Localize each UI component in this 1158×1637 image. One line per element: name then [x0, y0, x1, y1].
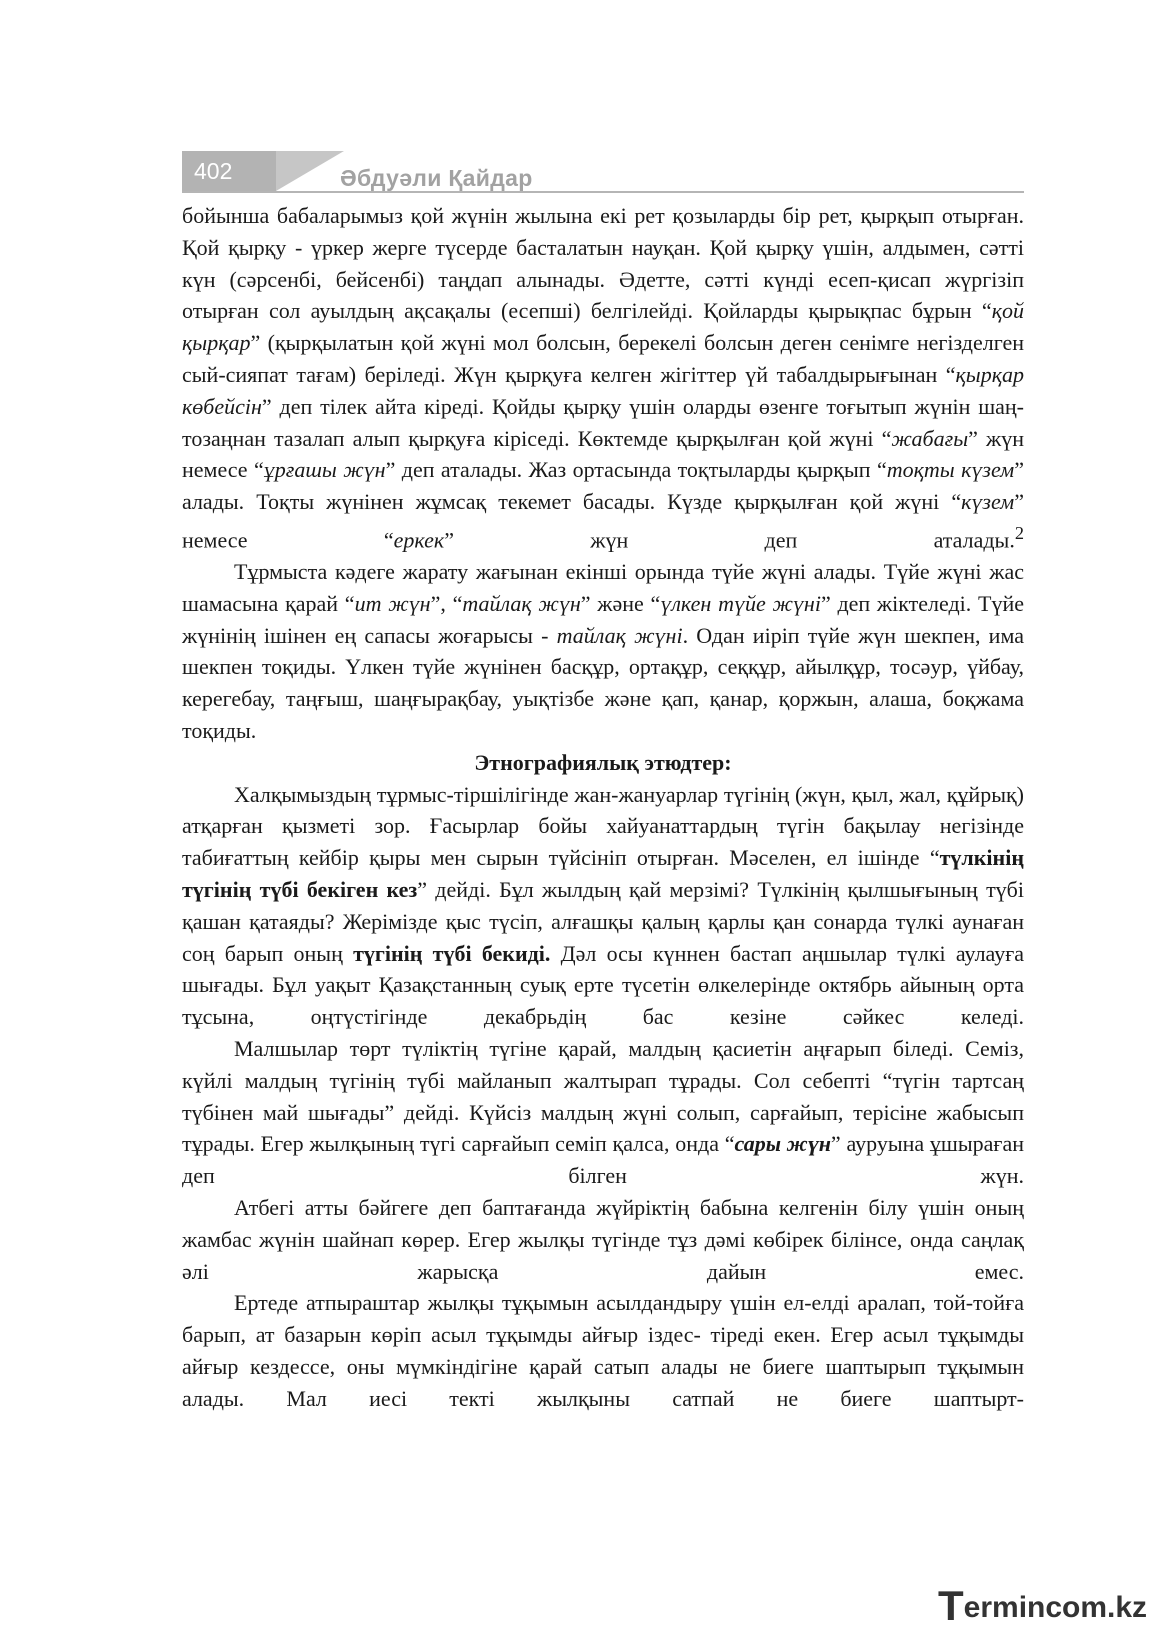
p1-text-6: ” алады. Тоқты жүнінен жұмсақ текемет басады. Күзде қырқылған қой жүні “	[182, 457, 1024, 515]
p3-text-1: Халқымыздың тұрмыс-тіршілігінде жан-жануарлар түгінің (жүн, қыл, жал, құйрық) атқарған қызметі зор. Ғасырлар бойы хайуанаттардың түгін бақылау негізінде табиғаттың кейбір қыры мен сырын түйсініп отырған. Мәселен, ел ішінде “	[182, 781, 1024, 871]
p2-term-4: тайлақ жүні	[556, 622, 683, 648]
p2-term-3: үлкен түйе жүні	[660, 590, 821, 616]
p1-text-3: ” деп тілек айта кіреді. Қойды қырқу үшін оларды өзенге тоғытып жүнін шаң-тозаңнан тазалап алып қырқуға кіріседі. Көктемде қырқылған қой жүні “	[182, 393, 1024, 451]
p4-text-1: Малшылар төрт түліктің түгіне қарай, малдың қасиетін аңғарып біледі. Семіз, күйлі малдың түгінің түбі майланып жалтырап тұрады. Сол себепті “түгін тартсаң түбінен май шығады” дейді. Күйсіз малдың жүні солып, сарғайып, терісіне жабысып тұрады. Егер жылқының түгі сарғайып семіп қалса, онда “	[182, 1036, 1024, 1157]
header-rule	[182, 191, 1024, 193]
paragraph-1	[182, 200, 1024, 556]
watermark-rest: ermincom.kz	[963, 1591, 1148, 1624]
section-title: Этнографиялық этюдтер:	[474, 749, 732, 775]
p3-text-2: ” дейді. Бұл жылдың қай мерзімі? Түлкінің қылшығының түбі қашан қатаяды? Жерімізде қыс түсіп, алғашқы қалың қарлы қан сонарда түлкі аунаған соң барып оның	[182, 877, 1024, 966]
p2-text-1: Тұрмыста кәдеге жарату жағынан екінші орында түйе жүні алады. Түйе жүні жас шамасына қарай “	[182, 559, 1024, 616]
p3-bold-2: түгінің түбі бекиді.	[353, 940, 551, 966]
paragraph-3	[182, 779, 1024, 1033]
p1-term-5: тоқты күзем	[886, 457, 1015, 483]
running-head-author: Әбдуәли Қайдар	[340, 165, 533, 191]
p1-text-7: ” немесе “	[182, 489, 1024, 553]
paragraph-6: Ертеде атпыраштар жылқы тұқымын асылдандыру үшін ел-елді аралап, той-тойға барып, ат базарын көріп асыл тұқымды айғыр іздес- тіреді екен. Егер асыл тұқымды айғыр кездессе, оны мүмкіндігіне қарай сатып алады не биеге шаптырып тұқымын алады. Мал иесі текті жылқыны сатпай не биеге шаптырт-	[182, 1290, 1024, 1411]
p1-text-4: ” жүн немесе “	[182, 425, 1024, 483]
p1-text-5: ” деп аталады. Жаз ортасында тоқтыларды қырқып “	[385, 457, 887, 483]
p2-term-1: ит жүн	[354, 590, 431, 616]
p1-term-1: қой қырқар	[182, 298, 1024, 356]
p3-text-3: Дәл осы күннен бастап аңшылар түлкі аулауға шығады. Бұл уақыт Қазақстанның суық ерте түсетін өлкелерінде октябрь айының орта тұсына, оңтүстігінде декабрьдің бас кезіне сәйкес келеді.	[182, 940, 1024, 1030]
page-number: 402	[182, 151, 276, 191]
p1-text-1: бойынша бабаларымыз қой жүнін жылына екі рет қозыларды бір рет, қырқып отырған. Қой қырқу - үркер жерге түсерде басталатын науқан. Қой қырқу үшін, алдымен, сәтті күн (сәрсенбі, бейсенбі) таңдап алынады. Әдетте, сәтті күнді есеп-қисап жүргізіп отырған сол ауылдың ақсақалы (есепші) белгілейді. Қойларды қырықпас бұрын “	[182, 203, 1024, 324]
p4-bold-italic-term: сары жүн	[734, 1131, 831, 1157]
p4-text-2: ” ауруына ұшыраған деп білген жүн.	[182, 1131, 1024, 1189]
p2-text-5: . Одан иіріп түйе жүн шекпен, има шекпен тоқиды. Үлкен түйе жүнінен басқұр, ортақұр, сеққұр, айылқұр, тосәур, үйбау, керегебау, таңғыш, шаңғырақбау, уықтізбе және қап, қанар, қоржын, алаша, боқжама тоқиды.	[182, 622, 1024, 744]
page-header	[182, 146, 1024, 194]
p2-term-2: тайлақ жүн	[462, 590, 581, 616]
site-watermark-logo	[938, 1582, 1148, 1629]
page-number-tab-shape	[276, 151, 344, 191]
body-text	[182, 200, 1024, 1415]
p1-term-4: ұрғашы жүн	[263, 457, 386, 483]
p1-term-3: жабағы	[891, 425, 969, 451]
p1-text-8: ” жүн деп аталады.	[444, 527, 1015, 553]
watermark-first-letter: T	[938, 1582, 964, 1629]
paragraph-4	[182, 1033, 1024, 1192]
p2-text-3: ” және “	[580, 590, 661, 616]
p3-bold-1: түлкінің түгінің түбі бекіген кез	[182, 845, 1024, 903]
footnote-marker: 2	[1014, 522, 1024, 543]
p1-term-2: қырқар көбейсін	[182, 361, 1024, 419]
paragraph-5: Атбегі атты бәйгеге деп баптағанда жүйріктің бабына келгенін білу үшін оның жамбас жүнін шайнап көрер. Егер жылқы түгінде тұз дәмі көбірек білінсе, онда саңлақ әлі жарысқа дайын емес.	[182, 1195, 1024, 1284]
p1-text-2: ” (қырқылатын қой жүні мол болсын, берекелі болсын деген сенімге негізделген сый-сияпат тағам) беріледі. Жүн қырқуға келген жігіттер үй табалдырығынан “	[182, 330, 1024, 387]
p1-term-7: еркек	[393, 527, 445, 553]
p2-text-2: ”, “	[430, 590, 463, 616]
paragraph-2	[182, 556, 1024, 747]
p2-text-4: ” деп жіктеледі. Түйе жүнінің ішінен ең сапасы жоғарысы -	[182, 590, 1024, 648]
p1-term-6: күзем	[961, 489, 1015, 515]
